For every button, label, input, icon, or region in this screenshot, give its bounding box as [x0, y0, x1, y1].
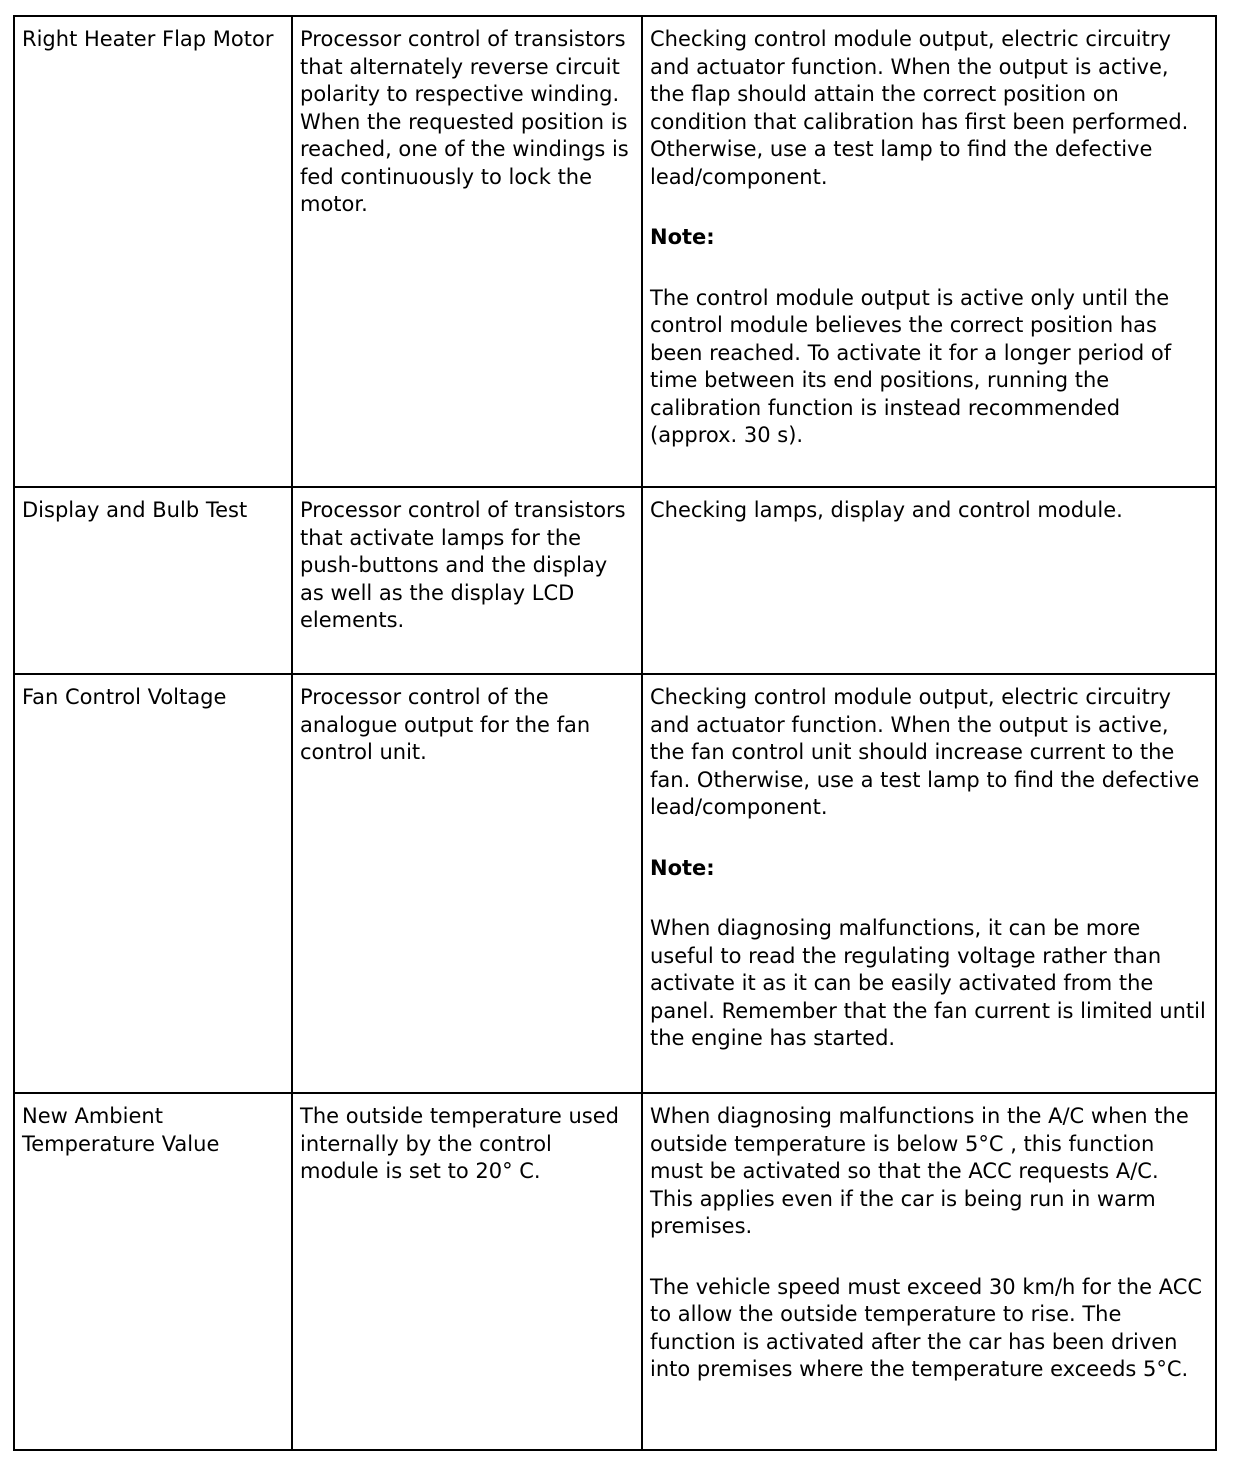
check-description-cell	[642, 1093, 1216, 1450]
table-row	[14, 1093, 1216, 1450]
function-name: Fan Control Voltage	[22, 685, 227, 709]
control-description: The outside temperature used internally by the control module is set to 20° C.	[300, 1104, 619, 1183]
function-name: Display and Bulb Test	[22, 498, 248, 522]
note-label: Note:	[650, 225, 715, 249]
note-label: Note:	[650, 855, 715, 880]
table-row	[14, 674, 1216, 1093]
check-description-cell	[642, 487, 1216, 674]
check-description: When diagnosing malfunctions in the A/C when the outside temperature is below 5°C , this function must be activated so that the ACC requests A/C. This applies even if the car is being run in warm premises.	[650, 1104, 1189, 1238]
function-table	[13, 15, 1217, 1451]
function-name-cell	[14, 1093, 292, 1450]
check-description: Checking lamps, display and control module.	[650, 498, 1123, 522]
function-name: New Ambient Temperature Value	[22, 1104, 220, 1156]
control-description: Processor control of transistors that activate lamps for the push-buttons and the display as well as the display LCD elements.	[300, 498, 626, 632]
function-name-cell	[14, 674, 292, 1093]
function-name-cell	[14, 487, 292, 674]
check-description-cell	[642, 16, 1216, 487]
table-row	[14, 487, 1216, 674]
control-description-cell	[292, 16, 642, 487]
table-row	[14, 16, 1216, 487]
check-description: Checking control module output, electric circuitry and actuator function. When the output is active, the flap should attain the correct position on condition that calibration has first been performed. Otherwise, use a test lamp to find the defective lead/component.	[650, 27, 1189, 189]
control-description: Processor control of transistors that alternately reverse circuit polarity to respective winding. When the requested position is reached, one of the windings is fed continuously to lock the motor.	[300, 27, 629, 216]
function-name-cell	[14, 16, 292, 487]
check-description: Checking control module output, electric circuitry and actuator function. When the output is active, the fan control unit should increase current to the fan. Otherwise, use a test lamp to find the defective lead/component.	[650, 685, 1200, 819]
check-description-extra: The vehicle speed must exceed 30 km/h for the ACC to allow the outside temperature to rise. The function is activated after the car has been driven into premises where the temperature exceeds 5°C.	[650, 1274, 1203, 1381]
control-description-cell	[292, 674, 642, 1093]
function-name: Right Heater Flap Motor	[22, 27, 274, 51]
control-description: Processor control of the analogue output for the fan control unit.	[300, 685, 591, 764]
check-description-cell	[642, 674, 1216, 1093]
note-text: The control module output is active only until the control module believes the correct position has been reached. To activate it for a longer period of time between its end positions, running the calibration function is instead recommended (approx. 30 s).	[650, 285, 1172, 447]
control-description-cell	[292, 1093, 642, 1450]
note-text: When diagnosing malfunctions, it can be more useful to read the regulating voltage rather than activate it as it can be easily activated from the panel. Remember that the fan current is limited until the engine has started.	[650, 916, 1206, 1050]
control-description-cell	[292, 487, 642, 674]
